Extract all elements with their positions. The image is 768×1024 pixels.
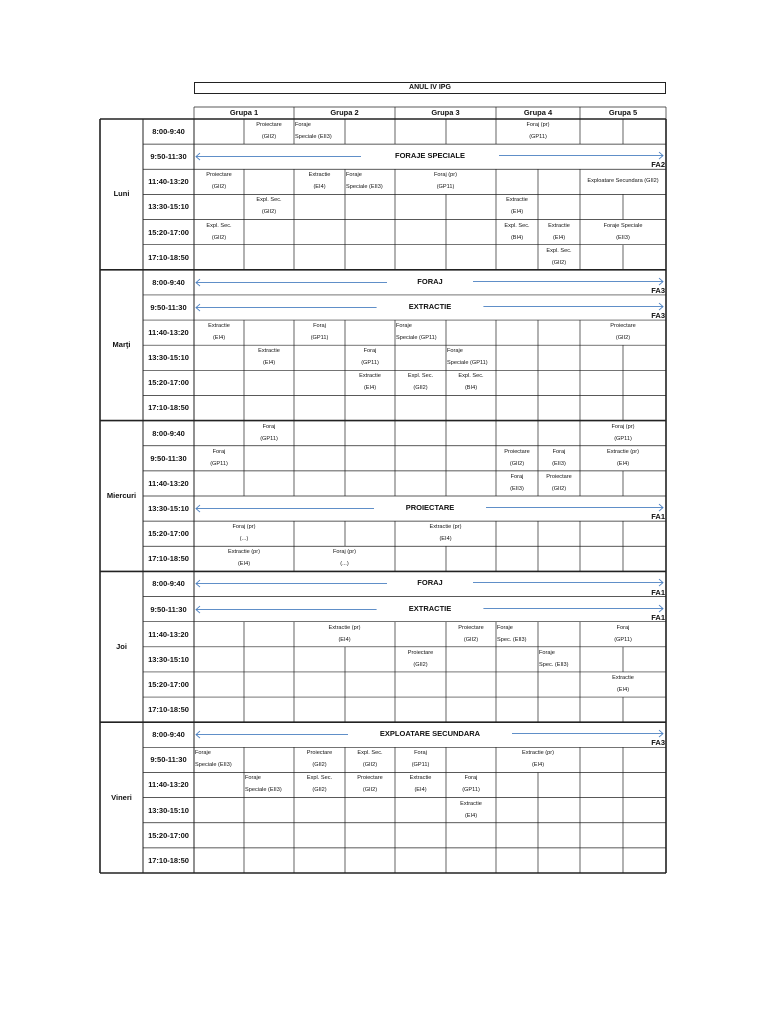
time-slot-label: 15:20-17:00 — [148, 830, 189, 840]
class-entry — [446, 622, 496, 647]
class-entry-line: (GII2) — [413, 661, 428, 668]
class-entry-line: Speciale (EII3) — [195, 762, 232, 769]
class-entry-line: (GII2) — [551, 259, 567, 266]
time-slot-label: 17:10-18:50 — [148, 554, 189, 564]
class-entry-line: Extractie — [409, 775, 432, 782]
time-slot-label: 8:00-9:40 — [152, 730, 185, 740]
class-entry — [580, 672, 666, 697]
class-entry — [395, 772, 446, 797]
class-entry — [395, 169, 496, 194]
class-entry-line: (BI4) — [510, 234, 524, 241]
group-header: Grupa 5 — [608, 108, 638, 117]
class-entry-line: (GP11) — [462, 787, 480, 794]
day-label: Miercuri — [106, 491, 137, 500]
class-entry-line: (EI4) — [262, 360, 276, 367]
class-entry-line: (...) — [340, 561, 349, 568]
banner-label: FORAJ — [417, 276, 443, 286]
class-entry-line: Expl. Sec. — [357, 750, 383, 757]
class-entry — [496, 747, 580, 772]
class-entry-line: Extractie — [548, 222, 570, 229]
lecture-banner — [194, 295, 666, 320]
class-entry — [294, 320, 345, 345]
class-entry — [194, 220, 244, 245]
time-slot-label: 8:00-9:40 — [152, 277, 185, 287]
time-slot-label: 17:10-18:50 — [148, 705, 189, 715]
class-entry — [580, 220, 666, 245]
class-entry-line: (EI4) — [510, 209, 524, 216]
class-entry-line: Expl. Sec. — [206, 222, 232, 229]
banner-room: FA2 — [651, 160, 665, 170]
class-entry-line: Foraj (pr) — [232, 524, 256, 531]
class-entry-line: (GP11) — [614, 435, 632, 442]
class-entry — [395, 647, 446, 672]
class-entry-line: Foraj — [262, 423, 276, 430]
time-slot-label: 11:40-13:20 — [148, 177, 189, 187]
class-entry — [294, 747, 345, 772]
class-entry-line: Foraj — [414, 750, 427, 757]
class-entry — [244, 772, 294, 797]
class-entry-line: Speciale (GP11) — [396, 335, 437, 342]
class-entry-line: Proiectare — [306, 750, 333, 757]
time-slot-label: 9:50-11:30 — [150, 755, 187, 765]
class-entry-line: Foraj — [363, 348, 377, 355]
class-entry-line: Foraj — [552, 448, 566, 455]
class-entry-line: Spec. (EII3) — [497, 636, 527, 643]
time-slot-label: 13:30-15:10 — [148, 202, 189, 212]
class-entry — [244, 194, 294, 219]
class-entry-line: Foraj (pr) — [526, 122, 550, 128]
class-entry-line: Extractie (pr) — [521, 750, 554, 757]
class-entry-line: Extractie — [208, 323, 230, 330]
class-entry-line: Expl. Sec. — [256, 197, 282, 204]
class-entry — [294, 546, 395, 571]
class-entry — [345, 747, 395, 772]
class-entry-line: Proiectare — [546, 473, 572, 480]
class-entry — [294, 119, 345, 144]
class-entry — [395, 747, 446, 772]
class-entry — [538, 446, 580, 471]
class-entry — [580, 622, 666, 647]
banner-room: FA3 — [651, 311, 665, 321]
class-entry-line: (EII3) — [616, 234, 630, 241]
class-entry — [345, 169, 395, 194]
time-slot-label: 15:20-17:00 — [148, 529, 189, 539]
class-entry — [395, 521, 496, 546]
class-entry-line: Extractie — [258, 348, 280, 355]
class-entry — [194, 747, 244, 772]
class-entry-line: Proiectare — [206, 172, 232, 179]
class-entry-line: Expl. Sec. — [504, 222, 530, 229]
class-entry-line: Spec. (EII3) — [539, 661, 569, 668]
lecture-banner — [194, 722, 666, 747]
class-entry-line: Extractie (pr) — [429, 524, 462, 531]
time-slot-label: 13:30-15:10 — [148, 353, 189, 363]
lecture-banner — [194, 144, 666, 169]
class-entry — [496, 446, 538, 471]
day-label: Vineri — [111, 792, 132, 802]
time-slot-label: 15:20-17:00 — [148, 679, 189, 689]
class-entry-line: Foraje — [295, 122, 311, 128]
time-slot-label: 13:30-15:10 — [148, 504, 189, 513]
class-entry-line: Speciale (EII3) — [346, 184, 383, 191]
class-entry-line: (BI4) — [464, 385, 478, 392]
lecture-banner — [194, 597, 666, 622]
class-entry-line: Foraje — [447, 348, 463, 355]
class-entry-line: (EII3) — [552, 460, 566, 467]
class-entry — [194, 521, 294, 546]
schedule-title: ANUL IV IPG — [194, 82, 666, 94]
class-entry-line: Extractie (pr) — [328, 624, 361, 631]
class-entry-line: (GII2) — [509, 460, 525, 467]
banner-label: PROIECTARE — [405, 503, 455, 512]
class-entry-line: Proiectare — [458, 624, 484, 631]
class-entry-line: Foraje Speciale — [603, 222, 643, 229]
day-label: Luni — [113, 189, 130, 199]
class-entry-line: Foraj — [212, 448, 226, 455]
time-slot-label: 15:20-17:00 — [148, 378, 189, 388]
class-entry-line: Extractie — [460, 800, 482, 807]
class-entry-line: Expl. Sec. — [407, 373, 434, 380]
class-entry-line: (GP11) — [210, 460, 228, 467]
class-entry-line: (GP11) — [361, 360, 379, 367]
class-entry — [244, 119, 294, 144]
class-entry — [580, 446, 666, 471]
class-entry-line: Proiectare — [256, 122, 282, 128]
class-entry-line: (GP11) — [411, 762, 430, 769]
class-entry — [294, 622, 395, 647]
banner-room: FA1 — [651, 512, 665, 522]
class-entry — [446, 798, 496, 823]
class-entry-line: Foraj (pr) — [611, 423, 635, 430]
class-entry-line: (EI4) — [616, 460, 630, 467]
class-entry-line: (EI4) — [363, 385, 377, 392]
class-entry-line: Foraje — [396, 323, 412, 330]
class-entry — [538, 471, 580, 496]
class-entry-line: Foraje — [497, 624, 513, 631]
class-entry-line: (EI4) — [212, 335, 226, 342]
class-entry-line: Foraj — [616, 624, 630, 631]
class-entry-line: (...) — [239, 536, 249, 543]
day-label: Joi — [116, 641, 127, 651]
class-entry-line: (EII3) — [510, 485, 524, 492]
time-slot-label: 15:20-17:00 — [148, 227, 189, 237]
class-entry — [496, 194, 538, 219]
class-entry — [538, 647, 580, 672]
class-entry-line: (GII2) — [362, 787, 378, 794]
time-slot-label: 8:00-9:40 — [152, 127, 185, 136]
time-slot-label: 9:50-11:30 — [150, 604, 187, 614]
class-entry — [580, 169, 666, 194]
class-entry-line: Extractie — [612, 674, 634, 681]
banner-label: EXPLOATARE SECUNDARA — [379, 729, 481, 739]
class-entry-line: Proiectare — [357, 775, 383, 782]
banner-room: FA3 — [651, 285, 665, 295]
class-entry-line: (GII2) — [312, 787, 327, 794]
class-entry-line: Extractie — [308, 172, 331, 179]
class-entry — [446, 345, 496, 370]
class-entry-line: Proiectare — [610, 323, 636, 330]
class-entry — [496, 622, 538, 647]
class-entry-line: Extractie (pr) — [606, 448, 639, 455]
time-slot-label: 13:30-15:10 — [148, 805, 189, 815]
time-slot-label: 8:00-9:40 — [152, 428, 185, 438]
class-entry-line: (GP11) — [260, 435, 278, 442]
class-entry — [194, 320, 244, 345]
class-entry-line: Foraj — [464, 775, 478, 782]
class-entry-line: Foraje — [346, 172, 362, 179]
class-entry-line: (GII2) — [463, 636, 479, 643]
class-entry-line: (GP11) — [310, 335, 329, 342]
banner-room: FA1 — [651, 587, 665, 597]
class-entry — [244, 345, 294, 370]
class-entry-line: Proiectare — [407, 649, 434, 656]
class-entry-line: (GII2) — [211, 234, 227, 241]
lecture-banner — [194, 496, 666, 521]
group-header: Grupa 3 — [431, 108, 460, 117]
class-entry — [538, 220, 580, 245]
class-entry-line: (GII2) — [615, 335, 631, 342]
time-slot-label: 9:50-11:30 — [150, 302, 187, 312]
time-slot-label: 17:10-18:50 — [148, 855, 189, 865]
class-entry — [194, 546, 294, 571]
class-entry-line: (EI4) — [338, 636, 351, 643]
banner-label: FORAJE SPECIALE — [394, 151, 465, 161]
class-entry-line: (EI4) — [414, 787, 427, 794]
class-entry — [538, 245, 580, 270]
time-slot-label: 8:00-9:40 — [152, 579, 185, 589]
class-entry-line: Expl. Sec. — [546, 247, 572, 254]
class-entry-line: Speciale (GP11) — [447, 360, 488, 367]
class-entry-line: Foraje — [539, 649, 555, 656]
class-entry-line: (EI4) — [464, 812, 478, 819]
lecture-banner — [194, 270, 666, 295]
time-slot-label: 9:50-11:30 — [150, 453, 187, 463]
class-entry-line: (EI4) — [439, 536, 452, 543]
banner-room: FA3 — [651, 738, 665, 748]
class-entry-line: Proiectare — [504, 448, 530, 455]
group-header: Grupa 4 — [523, 108, 553, 117]
class-entry-line: Extractie — [506, 197, 528, 204]
time-slot-label: 17:10-18:50 — [148, 403, 189, 413]
class-entry-line: Foraje — [195, 750, 211, 757]
class-entry-line: (GII2) — [413, 385, 428, 392]
time-slot-label: 11:40-13:20 — [148, 629, 189, 639]
class-entry-line: (EI4) — [552, 234, 566, 241]
class-entry-line: (EI4) — [237, 561, 251, 568]
class-entry — [496, 119, 580, 144]
time-slot-label: 11:40-13:20 — [148, 780, 189, 790]
time-slot-label: 11:40-13:20 — [148, 328, 189, 338]
group-header: Grupa 1 — [229, 108, 259, 117]
class-entry-line: Extractie — [359, 373, 381, 380]
class-entry — [244, 421, 294, 446]
time-slot-label: 17:10-18:50 — [148, 252, 189, 262]
group-header: Grupa 2 — [330, 108, 359, 117]
class-entry — [294, 772, 345, 797]
banner-label: FORAJ — [417, 578, 443, 588]
class-entry — [580, 421, 666, 446]
time-slot-label: 13:30-15:10 — [148, 654, 189, 664]
class-entry-line: (EI4) — [531, 762, 545, 769]
class-entry-line: (GP11) — [436, 184, 455, 191]
banner-label: EXTRACTIE — [408, 603, 452, 613]
class-entry-line: Foraj (pr) — [434, 172, 457, 179]
time-slot-label: 11:40-13:20 — [148, 478, 189, 488]
lecture-banner — [194, 571, 666, 596]
class-entry — [294, 169, 345, 194]
class-entry-line: Expl. Sec. — [306, 775, 333, 782]
time-slot-label: 9:50-11:30 — [150, 152, 187, 162]
class-entry — [395, 370, 446, 395]
day-label: Marţi — [112, 340, 131, 350]
class-entry — [580, 320, 666, 345]
class-entry-line: (GP11) — [529, 134, 547, 140]
class-entry-line: Foraje — [245, 775, 261, 782]
class-entry-line: Exploatare Secundara (GII2) — [587, 178, 659, 185]
banner-label: EXTRACTIE — [408, 301, 452, 311]
class-entry-line: (GII2) — [312, 762, 327, 769]
class-entry — [446, 370, 496, 395]
class-entry — [345, 370, 395, 395]
class-entry — [496, 471, 538, 496]
class-entry — [345, 345, 395, 370]
class-entry-line: Foraj — [313, 323, 326, 330]
class-entry-line: (GII2) — [211, 184, 227, 191]
class-entry-line: (EI4) — [616, 686, 630, 693]
class-entry-line: (GII2) — [261, 134, 277, 140]
class-entry-line: Expl. Sec. — [458, 373, 484, 380]
class-entry-line: (GII2) — [261, 209, 277, 216]
class-entry — [345, 772, 395, 797]
class-entry-line: Speciale (EII3) — [295, 134, 332, 140]
class-entry-line: (EI4) — [313, 184, 326, 191]
class-entry-line: Foraj (pr) — [333, 549, 356, 556]
class-entry — [194, 446, 244, 471]
class-entry-line: Foraj — [510, 473, 524, 480]
banner-room: FA1 — [651, 612, 665, 622]
class-entry-line: (GII2) — [551, 485, 567, 492]
class-entry-line: (GII2) — [362, 762, 378, 769]
class-entry — [446, 772, 496, 797]
class-entry-line: (GP11) — [614, 636, 632, 643]
class-entry — [496, 220, 538, 245]
class-entry — [395, 320, 446, 345]
class-entry — [194, 169, 244, 194]
class-entry-line: Extractie (pr) — [227, 549, 260, 556]
class-entry-line: Speciale (EII3) — [245, 787, 282, 794]
